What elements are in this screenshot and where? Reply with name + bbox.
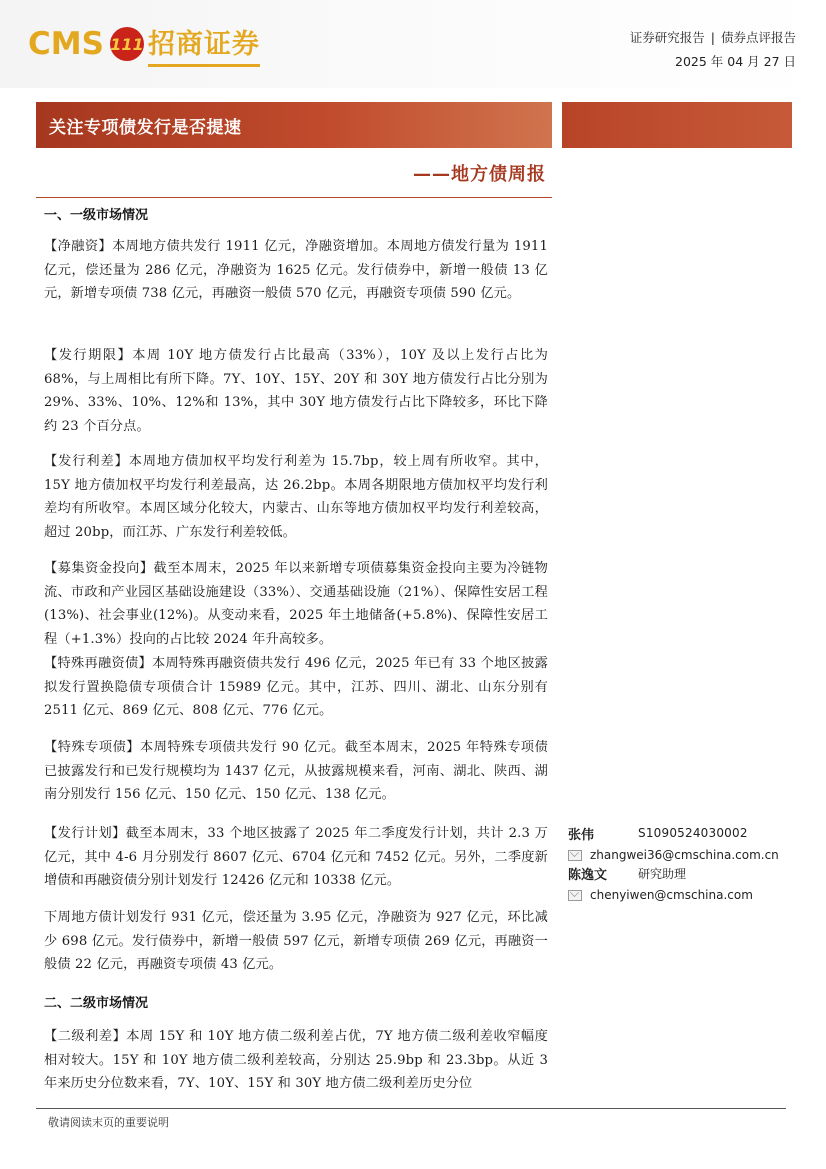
- report-meta: [630, 26, 796, 74]
- logo-mark-icon: 111: [110, 27, 144, 61]
- author-email[interactable]: zhangwei36@cmschina.com.cn: [590, 848, 779, 862]
- paragraph-special-bonds: 【特殊专项债】本周特殊专项债共发行 90 亿元。截至本周末，2025 年特殊专项债已披露发行和已发行规模均为 1437 亿元，从披露规模来看，河南、湖北、陕西、湖南分别发行 156 亿元、150 亿元、150 亿元、138 亿元。: [44, 740, 548, 803]
- author-email[interactable]: chenyiwen@cmschina.com: [590, 888, 753, 902]
- footer-disclaimer: 敬请阅读末页的重要说明: [48, 1116, 169, 1129]
- logo-chinese-text: 招商证券: [148, 22, 260, 67]
- report-subtype: 债券点评报告: [720, 30, 796, 45]
- author-card-2: [568, 862, 798, 906]
- author-card-1: [568, 822, 798, 866]
- paragraph-special-refinancing: 【特殊再融资债】本周特殊再融资债共发行 496 亿元，2025 年已有 33 个地区披露拟发行置换隐债专项债合计 15989 亿元。其中，江苏、四川、湖北、山东分别有 2511 亿元、869 亿元、808 亿元、776 亿元。: [44, 656, 548, 719]
- author-license-id: S1090524030002: [638, 826, 748, 840]
- logo-cms-text: CMS: [28, 26, 104, 62]
- report-date: 2025 年 04 月 27 日: [675, 54, 796, 69]
- email-icon: [568, 850, 582, 861]
- paragraph-next-week: 下周地方债计划发行 931 亿元，偿还量为 3.95 亿元，净融资为 927 亿元，环比减少 698 亿元。发行债券中，新增一般债 597 亿元，新增专项债 269 亿元，再融资一般债 22 亿元，再融资专项债 43 亿元。: [44, 910, 548, 973]
- paragraph-secondary-spread: 【二级利差】本周 15Y 和 10Y 地方债二级利差占优，7Y 地方债二级利差收窄幅度相对较大。15Y 和 10Y 地方债二级利差较高，分别达 25.9bp 和 23.3bp。从近 3 年来历史分位数来看，7Y、10Y、15Y 和 30Y 地方债二级利差历史分位: [44, 1029, 548, 1092]
- email-icon: [568, 890, 582, 901]
- sidebar-header-band: [562, 102, 792, 148]
- paragraph-fund-usage: 【募集资金投向】截至本周末，2025 年以来新增专项债募集资金投向主要为冷链物流、市政和产业园区基础设施建设（33%）、交通基础设施（21%）、保障性安居工程(13%)、社会事业(12%)。从变动来看，2025 年土地储备(+5.8%)、保障性安居工程（+1.3%）投向的占比较 2024 年升高较多。: [44, 561, 548, 647]
- author-role: 研究助理: [638, 866, 687, 881]
- meta-separator: |: [710, 30, 715, 45]
- report-type: 证券研究报告: [629, 30, 705, 45]
- section-heading-primary-market: 一、一级市场情况: [44, 208, 149, 223]
- section-heading-secondary-market: 二、二级市场情况: [44, 996, 149, 1011]
- paragraph-net-financing: 【净融资】本周地方债共发行 1911 亿元，净融资增加。本周地方债发行量为 1911 亿元，偿还量为 286 亿元，净融资为 1625 亿元。发行债券中，新增一般债 13 亿元，新增专项债 738 亿元，再融资一般债 570 亿元，再融资专项债 590 亿元。: [44, 239, 548, 302]
- title-bar: [36, 102, 552, 148]
- report-subtitle: ——地方债周报: [413, 164, 546, 185]
- report-title: 关注专项债发行是否提速: [49, 117, 242, 138]
- paragraph-issuance-spread: 【发行利差】本周地方债加权平均发行利差为 15.7bp，较上周有所收窄。其中，15Y 地方债加权平均发行利差最高，达 26.2bp。本周各期限地方债加权平均发行利差均有所收窄。本周区域分化较大，内蒙古、山东等地方债加权平均发行利差较高，超过 20bp，而江苏、广东发行利差较低。: [44, 454, 548, 540]
- paragraph-issuance-plan: 【发行计划】截至本周末，33 个地区披露了 2025 年二季度发行计划，共计 2.3 万亿元，其中 4-6 月分别发行 8607 亿元、6704 亿元和 7452 亿元。另外，二季度新增债和再融资债分别计划发行 12426 亿元和 10338 亿元。: [44, 826, 548, 889]
- company-logo: [28, 22, 260, 66]
- footer-divider: [36, 1108, 786, 1109]
- author-name: 陈逸文: [568, 867, 608, 883]
- subtitle-divider: [36, 197, 552, 198]
- paragraph-issuance-term: 【发行期限】本周 10Y 地方债发行占比最高（33%），10Y 及以上发行占比为 68%，与上周相比有所下降。7Y、10Y、15Y、20Y 和 30Y 地方债发行占比分别为 29%、33%、10%、12%和 13%，其中 30Y 地方债发行占比下降较多，环比下降约 23 个百分点。: [44, 348, 548, 434]
- author-name: 张伟: [568, 827, 595, 843]
